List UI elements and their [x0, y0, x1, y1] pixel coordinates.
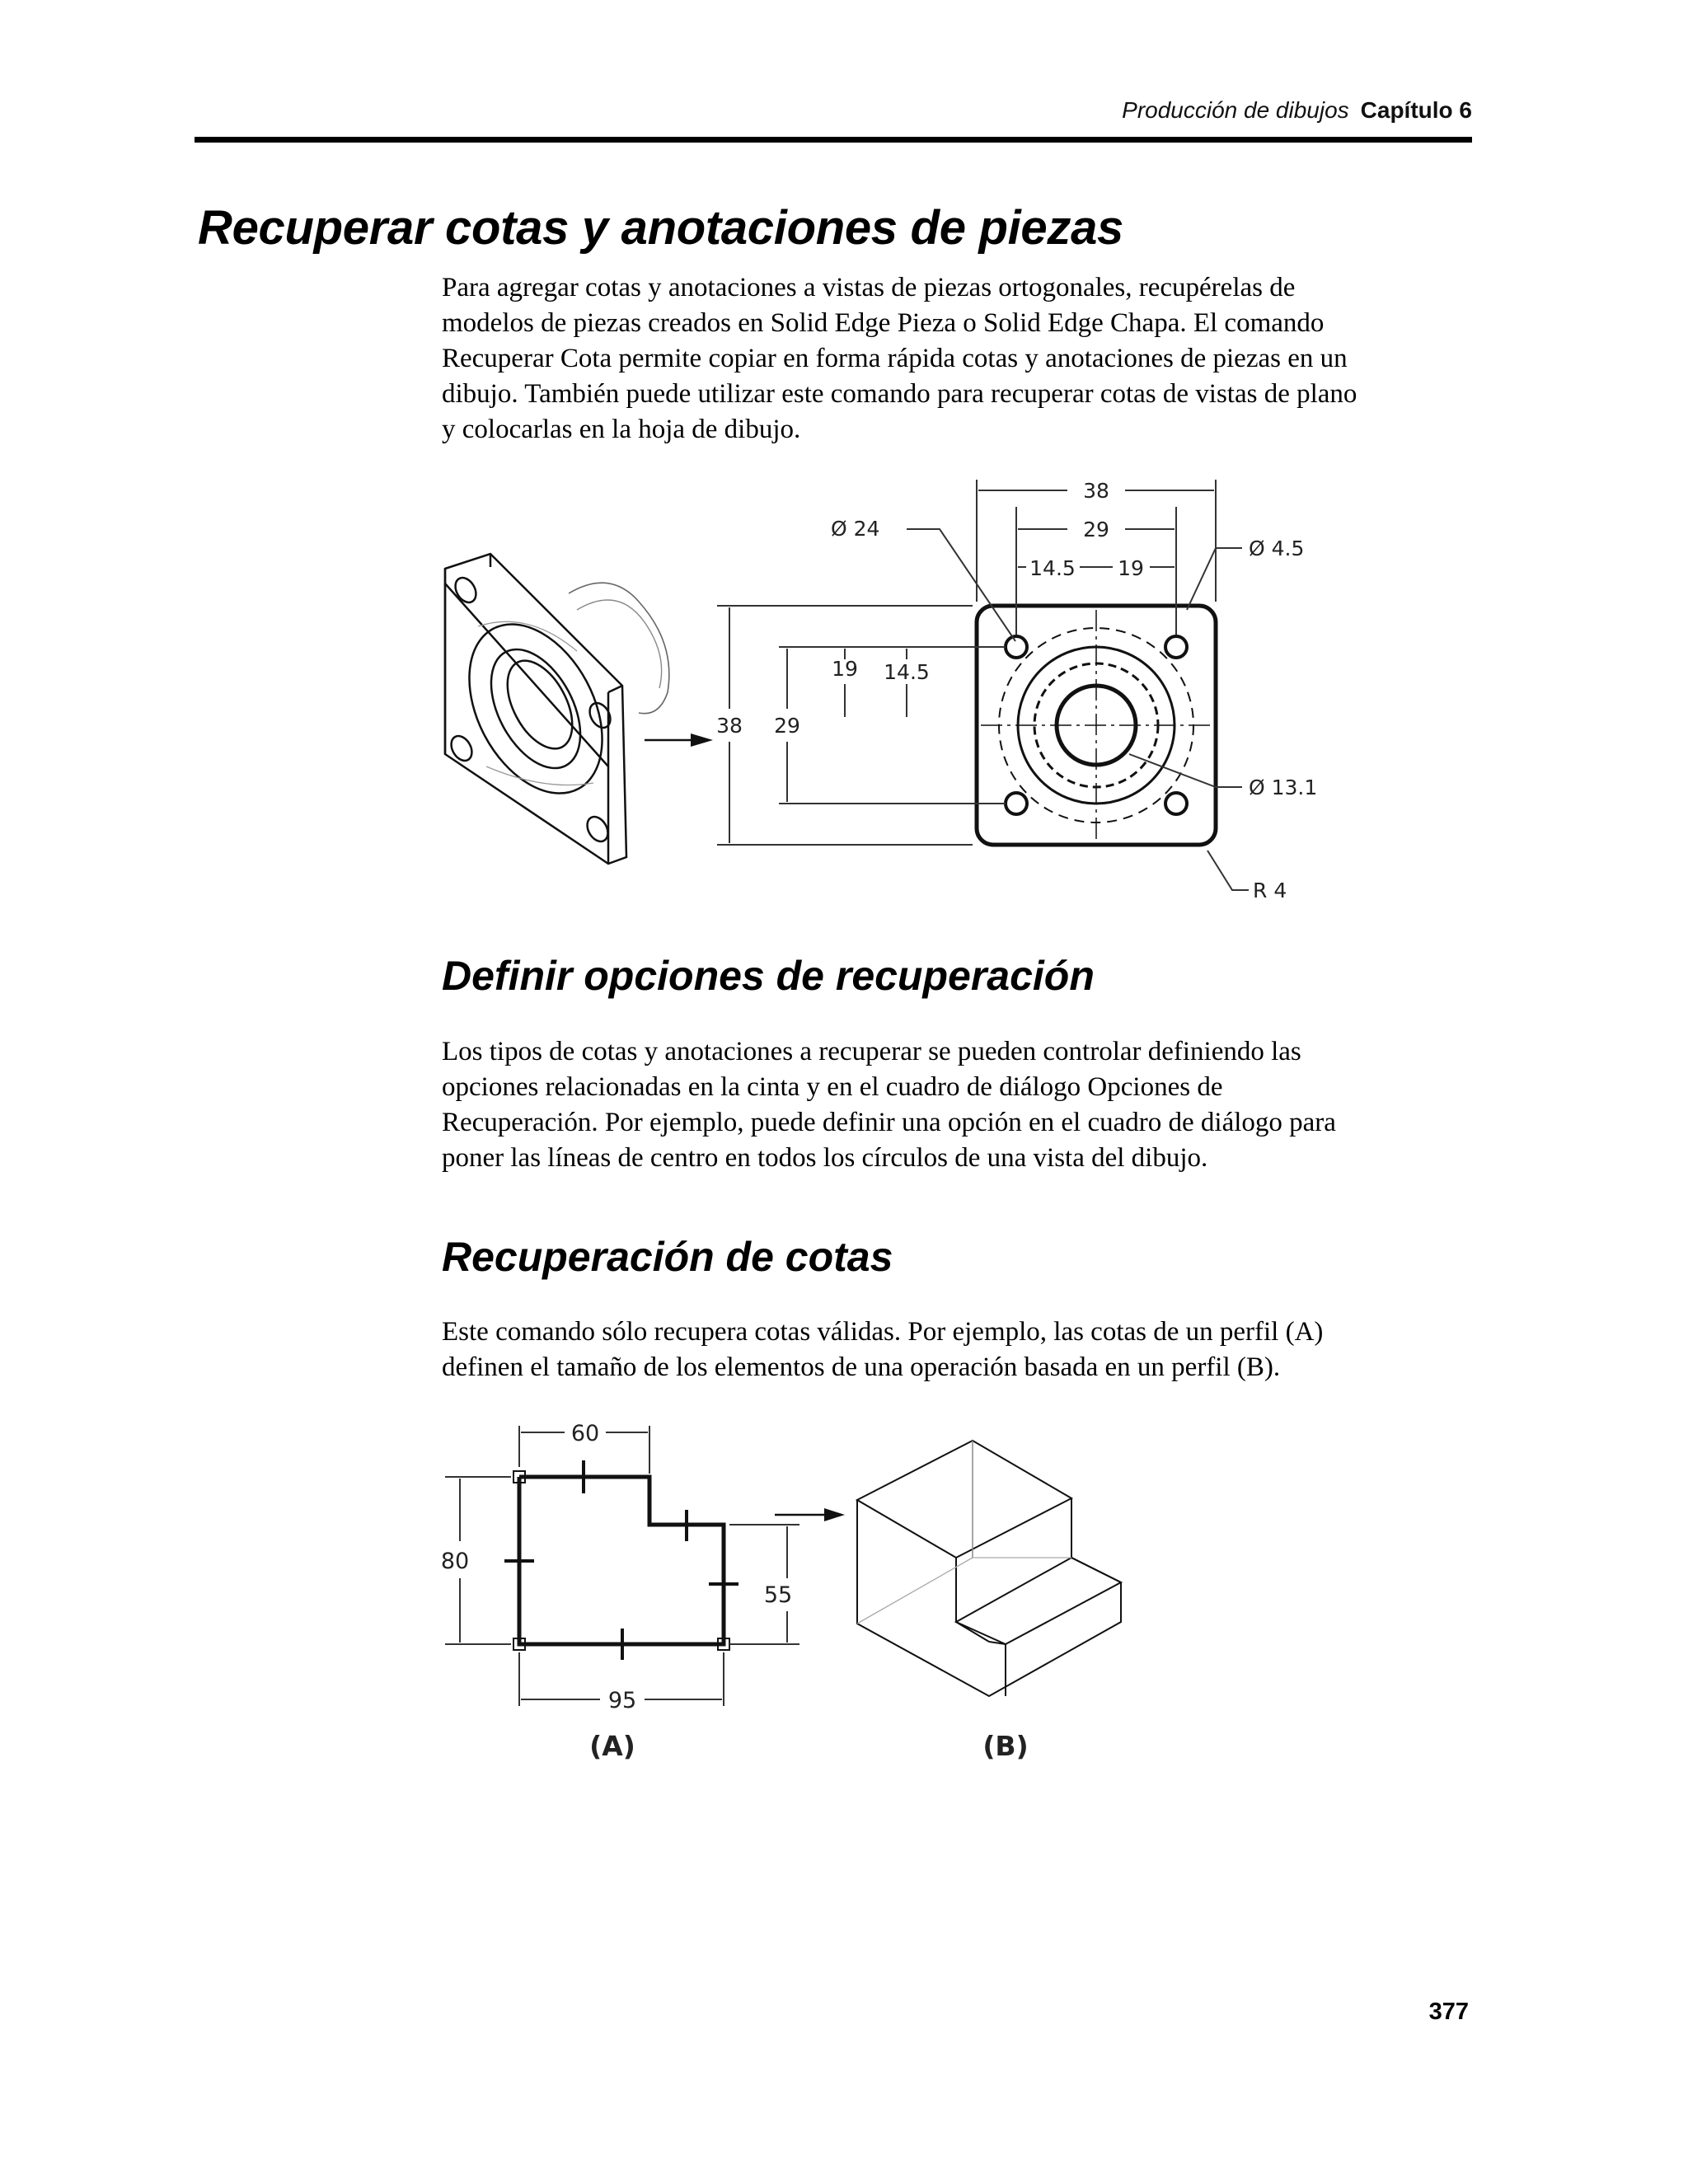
paragraph-line: dibujo. También puede utilizar este comando para recuperar cotas de vistas de plano [442, 379, 1357, 409]
dim-95: 95 [607, 1688, 637, 1713]
label-a: (A) [589, 1730, 635, 1762]
header-chapter: Capítulo 6 [1360, 97, 1472, 123]
orthographic-view [977, 606, 1216, 845]
paragraph-line: Este comando sólo recupera cotas válidas. Por ejemplo, las cotas de un perfil (A) [442, 1317, 1324, 1347]
paragraph-line: Recuperación. Por ejemplo, puede definir una opción en el cuadro de diálogo para [442, 1108, 1336, 1137]
dim-60: 60 [570, 1421, 600, 1446]
paragraph-line: Los tipos de cotas y anotaciones a recuperar se pueden controlar definiendo las [442, 1037, 1301, 1066]
paragraph-line: Para agregar cotas y anotaciones a vistas de piezas ortogonales, recupérelas de [442, 273, 1296, 302]
profile-a-dimensions [445, 1426, 799, 1706]
dim-14-5-left: 14.5 [884, 660, 930, 684]
feature-b [857, 1441, 1121, 1696]
header-rule [195, 137, 1472, 143]
dim-dia-13-1: Ø 13.1 [1249, 776, 1318, 799]
retrieval-paragraph [442, 1315, 1480, 1385]
dim-80: 80 [440, 1549, 470, 1574]
dim-19-left: 19 [832, 657, 858, 681]
page-number: 377 [1428, 1999, 1469, 2025]
header-section-title: Producción de dibujos [1122, 97, 1349, 123]
paragraph-line: Recuperar Cota permite copiar en forma rápida cotas y anotaciones de piezas en un [442, 344, 1348, 373]
page-title: Recuperar cotas y anotaciones de piezas [198, 201, 1123, 255]
dim-dia-4-5: Ø 4.5 [1249, 537, 1305, 560]
profile-a-labels [441, 1421, 792, 1713]
feature-arrow [775, 1508, 845, 1521]
dim-14-5-top: 14.5 [1029, 556, 1076, 580]
paragraph-line: poner las líneas de centro en todos los círculos de una vista del dibujo. [442, 1143, 1208, 1173]
profile-a [504, 1460, 738, 1660]
dim-29-top: 29 [1083, 518, 1109, 541]
section-heading-options: Definir opciones de recuperación [442, 953, 1095, 999]
dim-dia-24: Ø 24 [831, 517, 880, 541]
figure-profile-feature [437, 1409, 1146, 1793]
figure-part-dimensions [429, 470, 1368, 919]
dim-38-left: 38 [716, 714, 743, 738]
label-b: (B) [982, 1730, 1029, 1762]
paragraph-line: definen el tamaño de los elementos de una operación basada en un perfil (B). [442, 1352, 1281, 1382]
dimension-lines [717, 480, 1249, 890]
dim-29-left: 29 [774, 714, 800, 738]
dim-r-4: R 4 [1253, 879, 1287, 902]
paragraph-line: y colocarlas en la hoja de dibujo. [442, 415, 801, 444]
running-header [1122, 97, 1472, 124]
dim-55: 55 [763, 1582, 793, 1608]
dim-38-top: 38 [1083, 479, 1109, 503]
intro-paragraph [442, 270, 1480, 448]
isometric-part-drawing [443, 554, 669, 864]
options-paragraph [442, 1034, 1480, 1176]
transfer-arrow [645, 733, 713, 747]
dim-19-top: 19 [1118, 556, 1144, 580]
paragraph-line: opciones relacionadas en la cinta y en el cuadro de diálogo Opciones de [442, 1072, 1223, 1102]
section-heading-retrieval: Recuperación de cotas [442, 1234, 893, 1280]
paragraph-line: modelos de piezas creados en Solid Edge Pieza o Solid Edge Chapa. El comando [442, 308, 1325, 338]
